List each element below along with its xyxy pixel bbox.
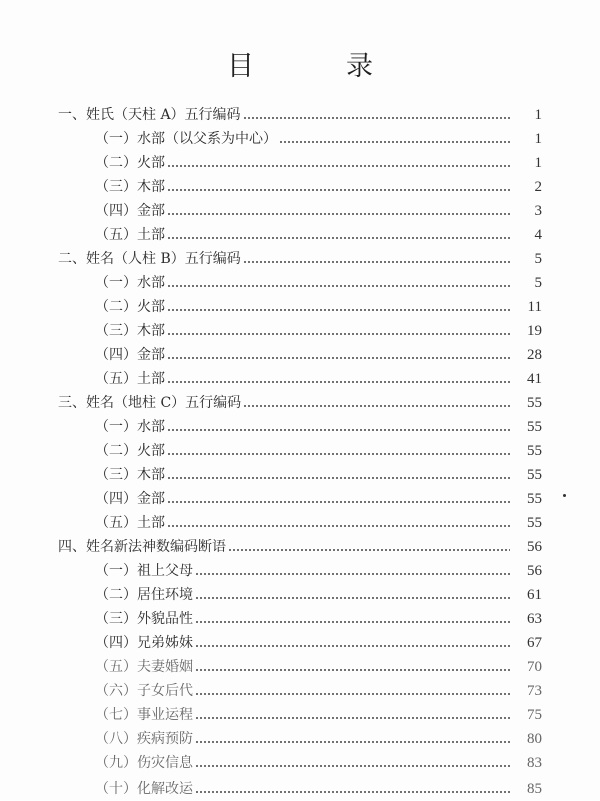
toc-page-number: 11: [527, 299, 542, 315]
toc-page-number: 80: [527, 731, 542, 747]
toc-page-number: 2: [534, 179, 542, 195]
toc-section: [95, 751, 542, 775]
toc-section: [95, 777, 542, 801]
toc-section: [95, 439, 542, 463]
dot-leader: [195, 631, 510, 655]
dot-leader: [243, 391, 510, 415]
toc-page-number: 3: [534, 203, 542, 219]
toc-section: [95, 703, 542, 727]
toc-label: （五）夫妻婚姻: [95, 659, 193, 675]
toc-label: 三、姓名（地柱 C）五行编码: [58, 395, 242, 411]
toc-label: （一）水部（以父系为中心）: [95, 131, 277, 147]
toc-page-number: 70: [527, 659, 542, 675]
toc-page-number: 56: [527, 539, 542, 555]
toc-label: （七）事业运程: [95, 707, 193, 723]
toc-label: （二）火部: [95, 155, 165, 171]
toc-label: 一、姓氏（天柱 A）五行编码: [58, 107, 241, 123]
dot-leader: [228, 535, 510, 559]
toc-label: （五）土部: [95, 515, 165, 531]
toc-page-number: 5: [534, 275, 542, 291]
toc-section: [95, 199, 542, 223]
toc-label: （三）木部: [95, 467, 165, 483]
toc-section: [95, 607, 542, 631]
toc-label: （四）金部: [95, 203, 165, 219]
dot-leader: [167, 511, 510, 535]
toc-section: [95, 367, 542, 391]
toc-section: [95, 223, 542, 247]
toc-section: [95, 319, 542, 343]
toc-section: [95, 343, 542, 367]
dot-leader: [195, 559, 510, 583]
dot-leader: [167, 295, 510, 319]
toc-page-number: 55: [527, 395, 542, 411]
toc-page-number: 55: [527, 467, 542, 483]
dot-leader: [195, 583, 510, 607]
toc-section: [95, 679, 542, 703]
dot-leader: [167, 367, 510, 391]
dot-leader: [167, 271, 510, 295]
toc-section: [95, 415, 542, 439]
toc-section: [95, 655, 542, 679]
toc-label: 二、姓名（人柱 B）五行编码: [58, 251, 241, 267]
toc-section: [95, 151, 542, 175]
toc-page-number: 5: [534, 251, 542, 267]
title-char-lu: 录: [346, 51, 373, 82]
title-char-mu: 目: [227, 51, 254, 82]
toc-section: [95, 487, 542, 511]
toc-page-number: 85: [527, 781, 542, 797]
toc-section: [95, 463, 542, 487]
toc-label: （一）水部: [95, 419, 165, 435]
toc-page-number: 61: [527, 587, 542, 603]
toc-page-number: 4: [534, 227, 542, 243]
dot-leader: [167, 199, 510, 223]
toc-page-number: 19: [527, 323, 542, 339]
toc-page-number: 67: [527, 635, 542, 651]
dot-leader: [195, 679, 510, 703]
toc-label: （五）土部: [95, 371, 165, 387]
toc-page-number: 73: [527, 683, 542, 699]
dot-leader: [167, 487, 510, 511]
toc-page-number: 56: [527, 563, 542, 579]
dot-leader: [167, 439, 510, 463]
toc-label: （二）火部: [95, 443, 165, 459]
toc-section: [95, 295, 542, 319]
toc-label: （二）居住环境: [95, 587, 193, 603]
toc-label: （二）火部: [95, 299, 165, 315]
dot-leader: [195, 703, 510, 727]
toc-section: [95, 559, 542, 583]
dot-leader: [243, 247, 510, 271]
dot-leader: [243, 103, 510, 127]
toc-page-number: 75: [527, 707, 542, 723]
toc-label: （九）伤灾信息: [95, 755, 193, 771]
dot-leader: [279, 127, 510, 151]
toc-page-number: 55: [527, 515, 542, 531]
toc-page-number: 41: [527, 371, 542, 387]
dot-leader: [167, 151, 510, 175]
dot-leader: [195, 655, 510, 679]
toc-page-number: 1: [534, 131, 542, 147]
toc-page-number: 1: [534, 107, 542, 123]
toc-label: （三）外貌品性: [95, 611, 193, 627]
toc-label: （一）祖上父母: [95, 563, 193, 579]
toc-label: （一）水部: [95, 275, 165, 291]
toc-chapter-2: [58, 247, 542, 271]
dot-leader: [167, 343, 510, 367]
toc-page-number: 55: [527, 491, 542, 507]
toc-label: （三）木部: [95, 179, 165, 195]
toc-label: （六）子女后代: [95, 683, 193, 699]
toc-page-number: 63: [527, 611, 542, 627]
dot-leader: [167, 319, 510, 343]
toc-label: （五）土部: [95, 227, 165, 243]
toc-chapter-3: [58, 391, 542, 415]
dot-leader: [195, 607, 510, 631]
toc-section: [95, 583, 542, 607]
toc-label: （四）金部: [95, 491, 165, 507]
toc-page-number: 1: [534, 155, 542, 171]
toc-label: （十）化解改运: [95, 781, 193, 797]
toc-page-number: 28: [527, 347, 542, 363]
toc-page-number: 55: [527, 443, 542, 459]
toc-chapter-4: [58, 535, 542, 559]
toc-label: （四）金部: [95, 347, 165, 363]
toc-page-number: 83: [527, 755, 542, 771]
toc-page-number: 55: [527, 419, 542, 435]
toc-section: [95, 511, 542, 535]
toc-label: 四、姓名新法神数编码断语: [58, 539, 226, 555]
dot-leader: [195, 751, 510, 775]
dot-leader: [195, 777, 510, 801]
scan-speck: [563, 494, 566, 497]
toc-section: [95, 631, 542, 655]
toc-label: （四）兄弟姊妹: [95, 635, 193, 651]
toc-section: [95, 127, 542, 151]
dot-leader: [167, 415, 510, 439]
dot-leader: [195, 727, 510, 751]
toc-section: [95, 271, 542, 295]
toc-label: （三）木部: [95, 323, 165, 339]
dot-leader: [167, 175, 510, 199]
toc-label: （八）疾病预防: [95, 731, 193, 747]
toc-section: [95, 727, 542, 751]
page-title: [0, 44, 600, 83]
dot-leader: [167, 223, 510, 247]
toc-section: [95, 175, 542, 199]
dot-leader: [167, 463, 510, 487]
toc-chapter-1: [58, 103, 542, 127]
